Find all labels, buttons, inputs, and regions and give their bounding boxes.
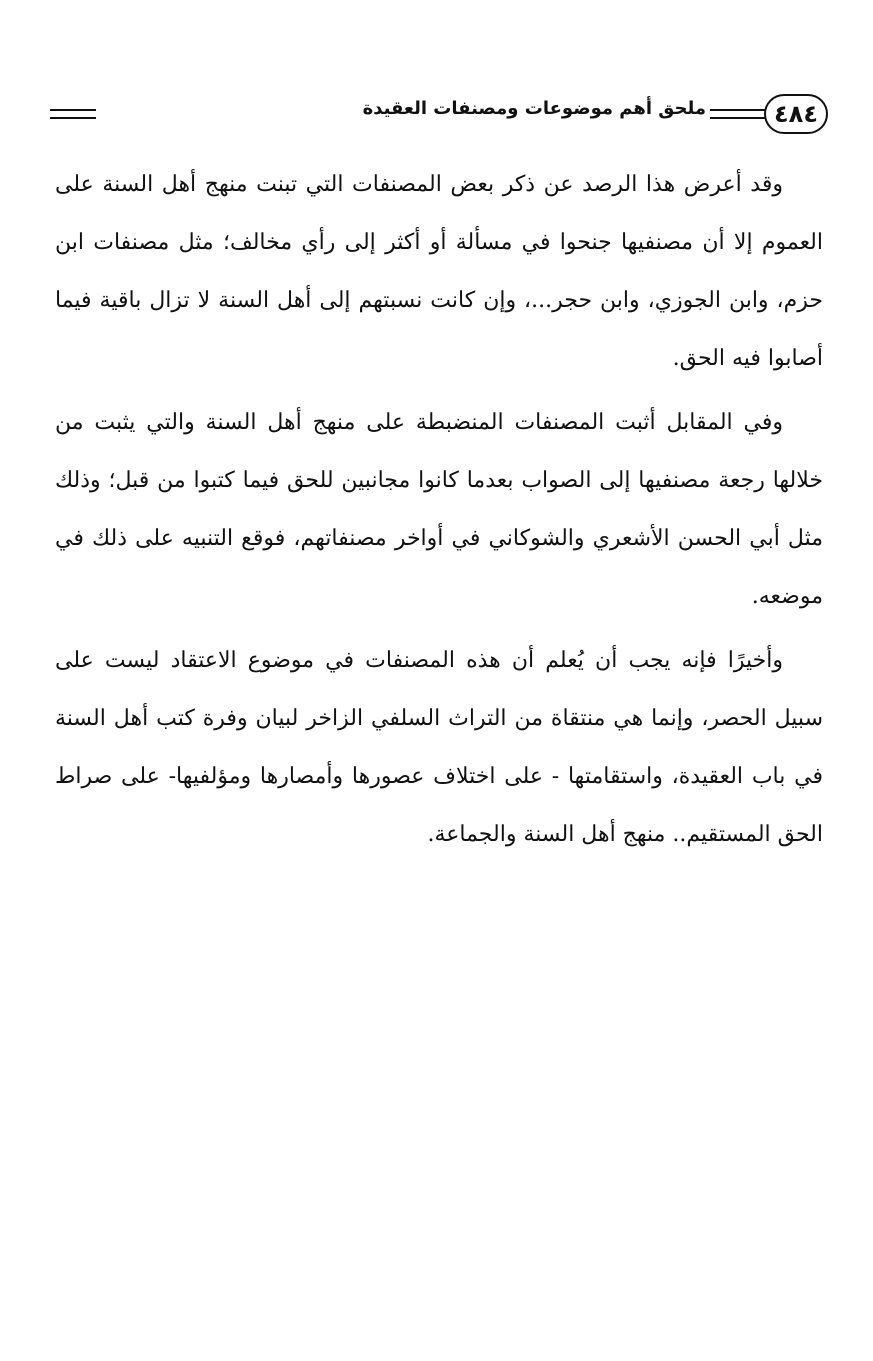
body-text <box>55 156 823 870</box>
page-number: ٤٨٤ <box>764 94 828 134</box>
running-header <box>50 94 828 138</box>
paragraph: وفي المقابل أثبت المصنفات المنضبطة على منهج أهل السنة والتي يثبت من خلالها رجعة مصنفيها إلى الصواب بعدما كانوا مجانبين للحق فيما كتبوا من قبل؛ وذلك مثل أبي الحسن الأشعري والشوكاني في أواخر مصنفاتهم، فوقع التنبيه على ذلك في موضعه. <box>55 410 823 609</box>
running-title: ملحق أهم موضوعات ومصنفات العقيدة <box>362 98 706 119</box>
paragraph: وقد أعرض هذا الرصد عن ذكر بعض المصنفات التي تبنت منهج أهل السنة على العموم إلا أن مصنفيها جنحوا في مسألة أو أكثر إلى رأي مخالف؛ مثل مصنفات ابن حزم، وابن الجوزي، وابن حجر...، وإن كانت نسبتهم إلى أهل السنة لا تزال باقية فيما أصابوا فيه الحق. <box>55 172 823 371</box>
header-rule-left <box>50 109 96 119</box>
paragraph: وأخيرًا فإنه يجب أن يُعلم أن هذه المصنفات في موضوع الاعتقاد ليست على سبيل الحصر، وإنما هي منتقاة من التراث السلفي الزاخر لبيان وفرة كتب أهل السنة في باب العقيدة، واستقامتها - على اختلاف عصورها وأمصارها ومؤلفيها- على صراط الحق المستقيم.. منهج أهل السنة والجماعة. <box>55 648 823 847</box>
header-rule-right <box>710 109 766 119</box>
